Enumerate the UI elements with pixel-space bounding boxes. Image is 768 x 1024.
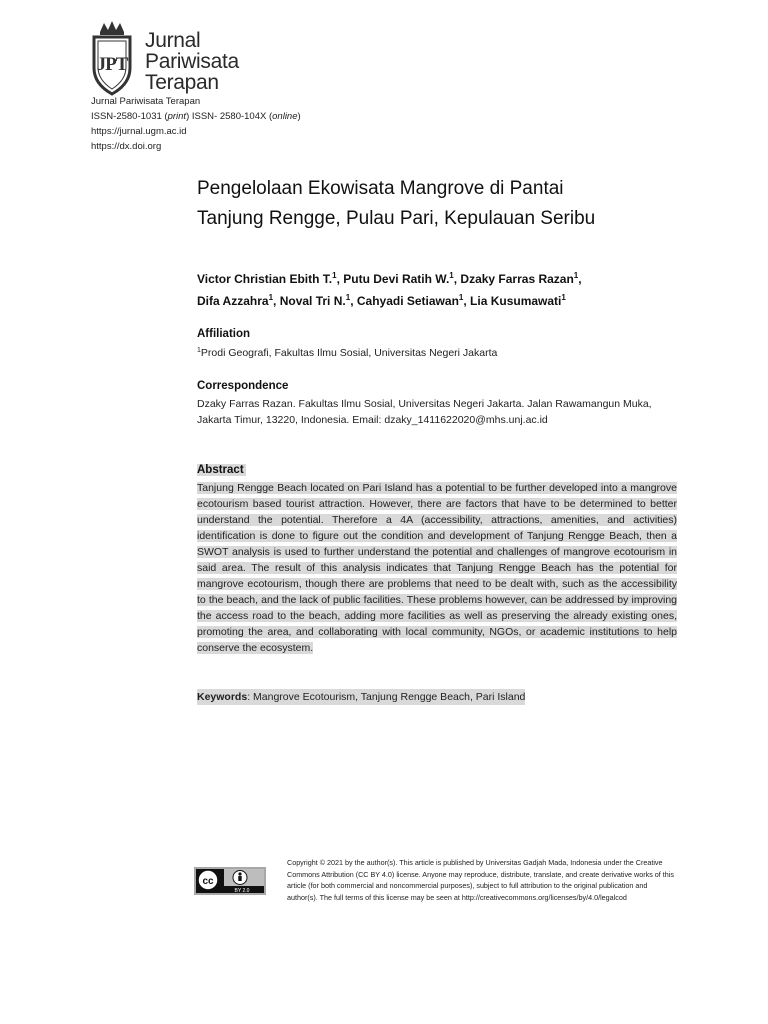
affiliation-heading: Affiliation (197, 328, 251, 340)
logo-line-3: Terapan (145, 71, 219, 94)
abstract-text: Tanjung Rengge Beach located on Pari Island has a potential to be further developed into a mangrove ecotourism based tourist attraction. However, there are factors that have to be determined to better understand the potential. Therefore a 4A (accessibility, attractions, amenities, and activities) identification is done to figure out the condition and development of Tanjung Rengge Beach, then a SWOT analysis is used to further understand the potential and challenges of mangrove ecotourism in said area. The result of this analysis indicates that Tanjung Rengge Beach has the potential for mangrove ecotourism, though there are problems that need to be dealt with, such as the accessibility to the beach, and the lack of public facilities. These problems however, can be addressed by improving the access road to the beach, adding more facilities as well as preserving the already existing ones, promoting the area, and collaborating with local community, NGOs, or academic institutions to help conserve the ecosystem. (197, 482, 677, 654)
correspondence-heading: Correspondence (197, 380, 289, 392)
logo-wordmark (145, 30, 239, 93)
title-line-2: Tanjung Rengge, Pulau Pari, Kepulauan Seribu (197, 208, 596, 229)
keywords-label: Keywords (197, 691, 248, 703)
author-name: Putu Devi Ratih W. (343, 272, 450, 286)
journal-issn: ISSN-2580-1031 (print) ISSN- 2580-104X (online) (91, 111, 301, 122)
author-affiliation-marker: 1 (449, 271, 454, 280)
logo-line-1: Jurnal (145, 29, 201, 52)
keywords (197, 689, 525, 705)
article-title (197, 174, 677, 234)
logo-line-2: Pariwisata (145, 50, 239, 73)
correspondence-text: Dzaky Farras Razan. Fakultas Ilmu Sosial, Universitas Negeri Jakarta. Jalan Rawamangun Muka, Jakarta Timur, 13220, Indonesia. Email: dzaky_1411622020@mhs.unj.ac.id (197, 398, 652, 426)
author-list: Victor Christian Ebith T.$^1$, Putu Devi Ratih W.$^1$, Dzaky Farras Razan$^1$, Difa Azzahra$^1$, Noval Tri N.$^1$, Cahyadi Setiawan$^1$, Lia Kusumawati$^1$ (197, 271, 582, 308)
title-line-1: Pengelolaan Ekowisata Mangrove di Pantai (197, 178, 564, 199)
logo-mark-letters: JPT (96, 54, 128, 75)
author-affiliation-marker: 1 (458, 293, 464, 302)
keywords-text: : Mangrove Ecotourism, Tanjung Rengge Beach, Pari Island (247, 691, 526, 703)
author-affiliation-marker: 1 (573, 271, 579, 280)
copyright-notice: Copyright © 2021 by the author(s). This article is published by Universitas Gadjah Mada, Indonesia under the Creative Commons Attribution (CC BY 4.0) license. Anyone may reproduce, distribute, translate, and create derivative works of this article (for both commercial and noncommercial purposes), subject to full attribution to the original publication and author(s). The full terms of this license may be seen at http://creativecommons.org/licenses/by/4.0/legalcod (287, 858, 674, 902)
abstract-body (197, 480, 677, 656)
author-affiliation-marker: 1 (345, 293, 351, 302)
cc-badge-label: BY 2.0 (234, 888, 250, 894)
cc-by-license-badge[interactable] (194, 867, 266, 895)
author-affiliation-marker: 1 (561, 293, 566, 302)
author-name: Victor Christian Ebith T. (197, 272, 333, 286)
author-name: Dzaky Farras Razan (460, 272, 574, 286)
author-name: Lia Kusumawati (470, 294, 562, 308)
journal-meta (91, 94, 301, 154)
crown-icon (100, 21, 124, 35)
affiliation-text: $^1$Prodi Geografi, Fakultas Ilmu Sosial, Universitas Negeri Jakarta (197, 347, 498, 359)
author-name: Noval Tri N. (279, 294, 346, 308)
journal-url-link[interactable]: https://jurnal.ugm.ac.id (91, 126, 187, 137)
author-affiliation-marker: 1 (268, 293, 274, 302)
journal-name: Jurnal Pariwisata Terapan (91, 96, 201, 107)
abstract-heading: Abstract (197, 464, 244, 476)
author-name: Difa Azzahra (197, 294, 269, 308)
doi-url-link[interactable]: https://dx.doi.org (91, 141, 162, 152)
author-name: Cahyadi Setiawan (356, 294, 459, 308)
svg-text:cc: cc (202, 876, 214, 887)
author-affiliation-marker: 1 (332, 271, 337, 280)
